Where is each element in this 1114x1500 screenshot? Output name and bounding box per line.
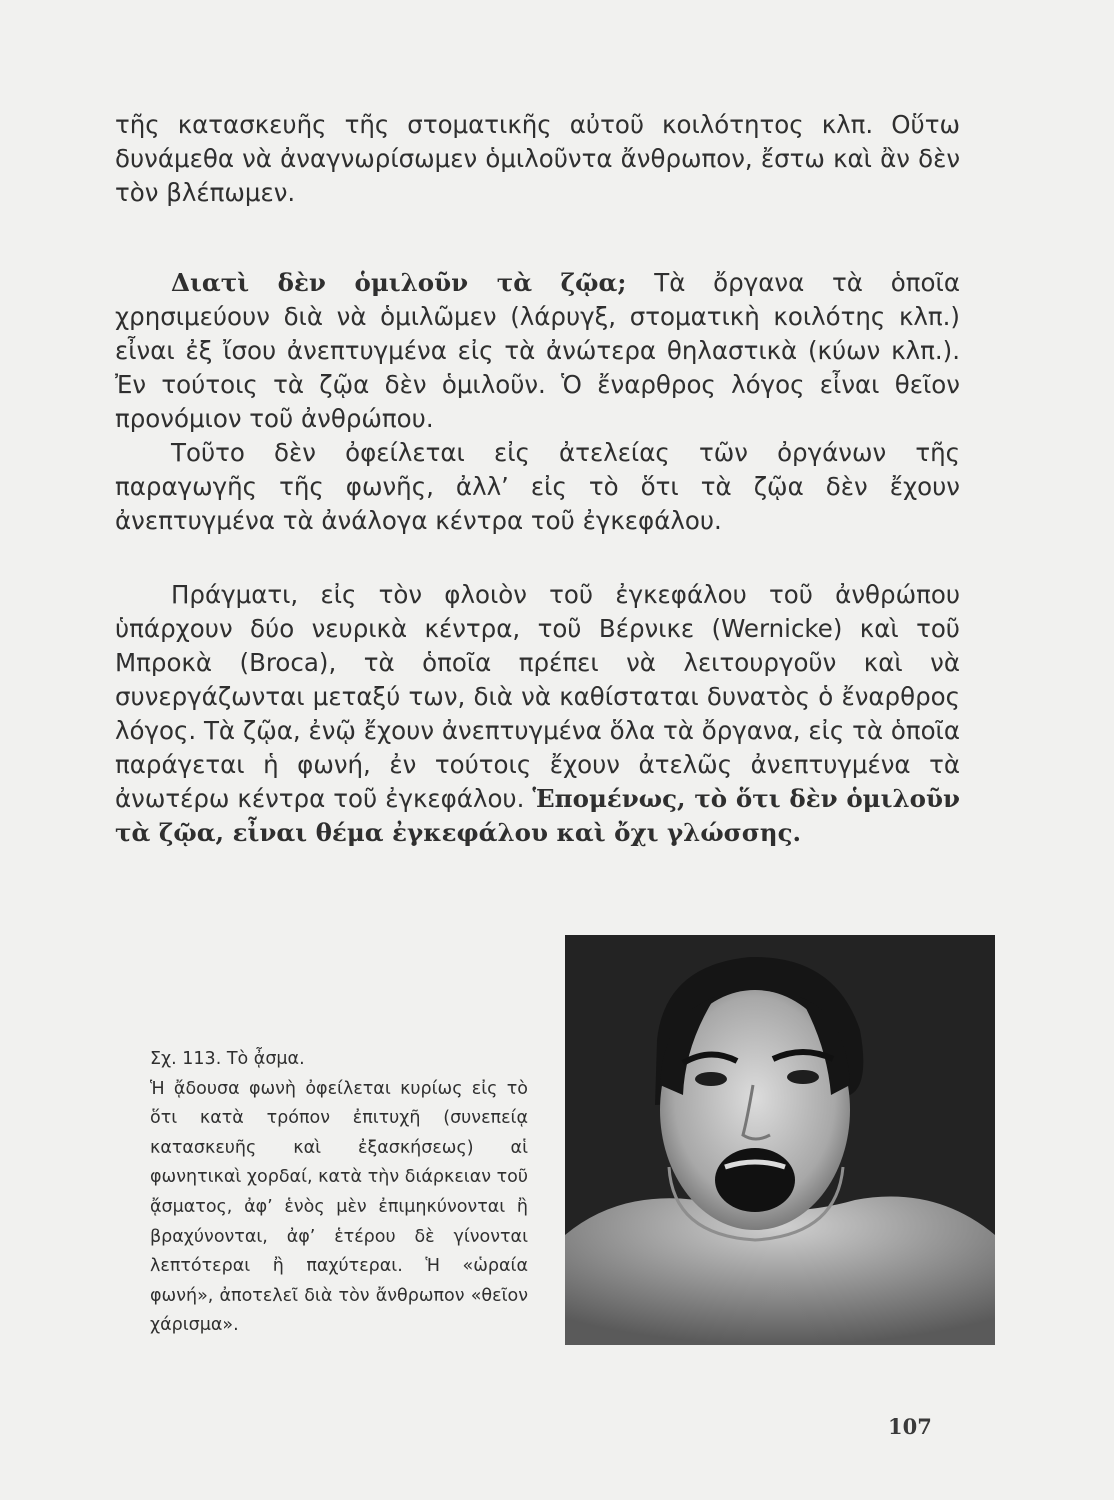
page-number: 107 bbox=[888, 1414, 932, 1439]
main-text bbox=[115, 108, 960, 850]
paragraph-2-text: Τὰ ὄργανα τὰ ὁποῖα χρησιμεύουν διὰ νὰ ὁμιλῶμεν (λάρυγξ, στοματικὴ κοιλότης κλπ.) εἶναι ἐξ ἴσου ἀνεπτυγμένα εἰς τὰ ἀνώτερα θηλαστικὰ (κύων κλπ.). Ἐν τούτοις τὰ ζῷα δὲν ὁμιλοῦν. Ὁ ἔναρθρος λόγος εἶναι θεῖον προνόμιον τοῦ ἀνθρώπου. bbox=[115, 268, 960, 433]
paragraph-4 bbox=[115, 578, 960, 850]
paragraph-1: τῆς κατασκευῆς τῆς στοματικῆς αὐτοῦ κοιλότητος κλπ. Οὕτω δυνάμεθα νὰ ἀναγνωρίσωμεν ὁμιλοῦντα ἄνθρωπον, ἔστω καὶ ἂν δὲν τὸν βλέπωμεν. bbox=[115, 110, 960, 207]
singer-photo bbox=[565, 935, 995, 1345]
section-heading: Διατὶ δὲν ὁμιλοῦν τὰ ζῷα; bbox=[171, 268, 627, 297]
paragraph-2 bbox=[115, 266, 960, 436]
singer-photo-image bbox=[565, 935, 995, 1345]
paragraph-4-conclusion: Ἑπομένως, τὸ ὅτι δὲν ὁμιλοῦν τὰ ζῷα, εἶναι θέμα ἐγκεφάλου καὶ ὄχι γλώσσης. bbox=[115, 784, 960, 847]
figure-caption bbox=[150, 1045, 528, 1341]
paragraph-3: Τοῦτο δὲν ὀφείλεται εἰς ἀτελείας τῶν ὀργάνων τῆς παραγωγῆς τῆς φωνῆς, ἀλλ’ εἰς τὸ ὅτι τὰ ζῷα δὲν ἔχουν ἀνεπτυγμένα τὰ ἀνάλογα κέντρα τοῦ ἐγκεφάλου. bbox=[115, 438, 960, 535]
paragraph-4-text: Πράγματι, εἰς τὸν φλοιὸν τοῦ ἐγκεφάλου τοῦ ἀνθρώπου ὑπάρχουν δύο νευρικὰ κέντρα, τοῦ Βέρνικε (Wernicke) καὶ τοῦ Μπροκὰ (Broca), τὰ ὁποῖα πρέπει νὰ λειτουργοῦν καὶ νὰ συνεργάζωνται μεταξύ των, διὰ νὰ καθίσταται δυνατὸς ὁ ἔναρθρος λόγος. Τὰ ζῷα, ἐνῷ ἔχουν ἀνεπτυγμένα ὅλα τὰ ὄργανα, εἰς τὰ ὁποῖα παράγεται ἡ φωνή, ἐν τούτοις ἔχουν ἀτελῶς ἀνεπτυγμένα τὰ ἀνωτέρω κέντρα τοῦ ἐγκεφάλου. bbox=[115, 580, 960, 813]
figure-caption-text: Ἡ ᾄδουσα φωνὴ ὀφείλεται κυρίως εἰς τὸ ὅτι κατὰ τρόπον ἐπιτυχῆ (συνεπείᾳ κατασκευῆς καὶ ἐξασκήσεως) αἱ φωνητικαὶ χορδαί, κατὰ τὴν διάρκειαν τοῦ ᾄσματος, ἀφ’ ἑνὸς μὲν ἐπιμηκύνονται ἢ βραχύνονται, ἀφ’ ἑτέρου δὲ γίνονται λεπτότεραι ἢ παχύτεραι. Ἡ «ὡραία φωνή», ἀποτελεῖ διὰ τὸν ἄνθρωπον «θεῖον χάρισμα». bbox=[150, 1078, 528, 1336]
figure-label: Σχ. 113. Τὸ ᾆσμα. bbox=[150, 1049, 305, 1069]
